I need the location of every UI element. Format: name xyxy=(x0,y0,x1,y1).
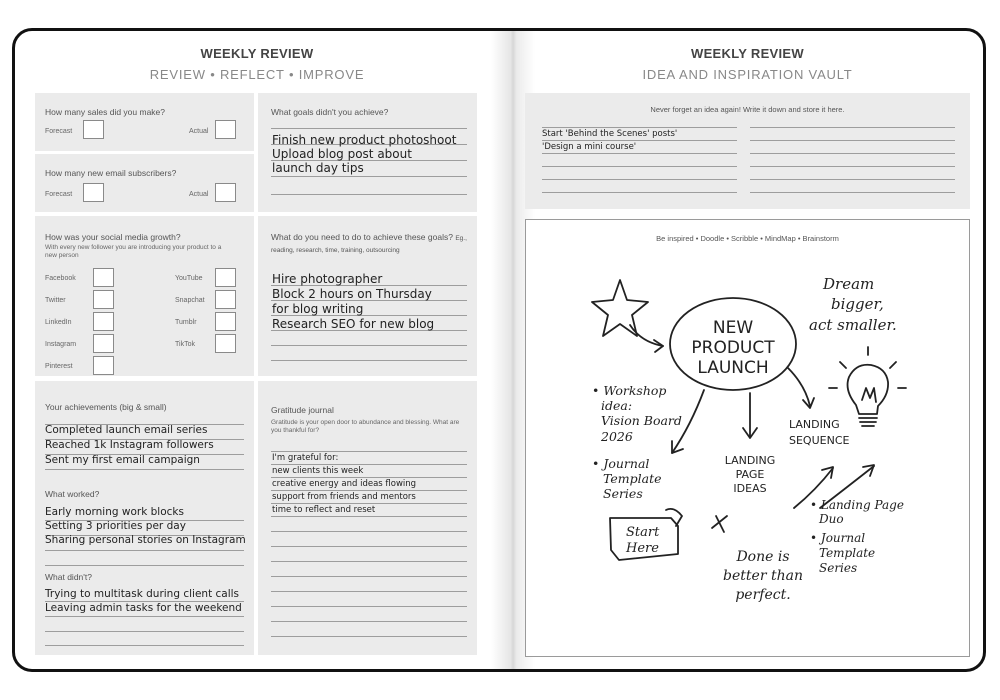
duo-line-4: Template xyxy=(819,546,876,560)
journal-line-2: Template xyxy=(603,471,662,486)
sales-forecast-box[interactable] xyxy=(83,120,104,139)
subscribers-actual-label: Actual xyxy=(189,191,209,198)
duo-line-1: • Landing Page xyxy=(810,498,904,512)
sales-forecast-label: Forecast xyxy=(45,128,73,135)
facebook-label: Facebook xyxy=(45,275,76,282)
subscribers-forecast-label: Forecast xyxy=(45,191,73,198)
tumblr-box[interactable] xyxy=(215,312,236,331)
achievement-entry-2: Reached 1k Instagram followers xyxy=(45,439,214,451)
goals-missed-entry-2: Upload blog post about xyxy=(272,147,412,161)
duo-line-3: • Journal xyxy=(810,531,866,545)
facebook-box[interactable] xyxy=(93,268,114,287)
todo-help: Eg., reading, research, time, training, outsourcing xyxy=(271,235,467,254)
done-line-1: Done is xyxy=(736,549,790,565)
achievements-question: Your achievements (big & small) xyxy=(45,402,167,412)
gratitude-panel xyxy=(258,381,477,655)
planner-spread xyxy=(12,28,986,672)
subscribers-forecast-box[interactable] xyxy=(83,183,104,202)
star-doodle xyxy=(592,280,648,336)
tiktok-label: TikTok xyxy=(175,341,195,348)
todo-entry-2: Block 2 hours on Thursday xyxy=(272,287,432,301)
subscribers-question: How many new email subscribers? xyxy=(45,168,177,178)
workshop-line-1: • Workshop xyxy=(592,383,667,398)
goals-missed-panel xyxy=(258,93,477,212)
page-ideas-line-1: LANDING xyxy=(724,454,776,467)
todo-panel xyxy=(258,216,477,376)
social-help: With every new follower you are introducing your product to a new person xyxy=(45,244,222,259)
gratitude-question: Gratitude journal xyxy=(271,405,334,415)
gratitude-entry-5: time to reflect and reset xyxy=(272,505,376,515)
tumblr-label: Tumblr xyxy=(175,319,197,326)
twitter-box[interactable] xyxy=(93,290,114,309)
center-line-1: NEW xyxy=(712,318,754,338)
worked-entry-3: Sharing personal stories on Instagram xyxy=(45,534,246,546)
idea-vault-panel xyxy=(525,93,970,209)
center-line-2: PRODUCT xyxy=(691,338,775,358)
inspiration-prompt: Be inspired • Doodle • Scribble • MindMap • Brainstorm xyxy=(656,234,839,243)
todo-entry-4: Research SEO for new blog xyxy=(272,317,435,331)
social-panel xyxy=(35,216,254,376)
inspiration-panel xyxy=(525,219,970,657)
achievement-entry-1: Completed launch email series xyxy=(45,424,208,436)
journal-line-3: Series xyxy=(603,486,643,501)
instagram-label: Instagram xyxy=(45,341,77,348)
pinterest-label: Pinterest xyxy=(45,363,73,370)
twitter-label: Twitter xyxy=(45,297,66,304)
gratitude-entry-2: new clients this week xyxy=(272,466,364,476)
arrow-to-landing-seq xyxy=(788,368,810,406)
gratitude-entry-3: creative energy and ideas flowing xyxy=(272,479,417,489)
done-line-2: better than xyxy=(723,568,803,584)
page-ideas-line-2: PAGE xyxy=(735,468,765,481)
journal-line-1: • Journal xyxy=(592,456,650,471)
didnt-entry-1: Trying to multitask during client calls xyxy=(45,588,240,600)
sales-panel xyxy=(35,93,254,151)
tiktok-box[interactable] xyxy=(215,334,236,353)
page-ideas-line-3: IDEAS xyxy=(733,482,767,495)
snapchat-box[interactable] xyxy=(215,290,236,309)
landing-seq-line-2: SEQUENCE xyxy=(789,434,850,447)
goals-missed-question: What goals didn't you achieve? xyxy=(271,107,389,117)
subscribers-actual-box[interactable] xyxy=(215,183,236,202)
todo-entry-3: for blog writing xyxy=(272,302,364,316)
gratitude-entry-1: I'm grateful for: xyxy=(272,453,339,463)
youtube-box[interactable] xyxy=(215,268,236,287)
landing-seq-line-1: LANDING xyxy=(789,418,840,431)
workshop-line-3: Vision Board xyxy=(601,413,682,428)
mindmap-sketch xyxy=(526,220,969,656)
goals-missed-entry-3: launch day tips xyxy=(272,161,364,175)
left-page-title: WEEKLY REVIEW xyxy=(200,46,314,61)
worked-entry-2: Setting 3 priorities per day xyxy=(45,520,186,532)
idea-entry-2: 'Design a mini course' xyxy=(542,142,637,152)
left-page-subtitle: REVIEW • REFLECT • IMPROVE xyxy=(149,67,365,82)
pinterest-box[interactable] xyxy=(93,356,114,375)
snapchat-label: Snapchat xyxy=(175,297,205,304)
start-line-1: Start xyxy=(626,525,660,540)
dream-line-3: act smaller. xyxy=(809,316,897,334)
center-line-3: LAUNCH xyxy=(697,358,769,378)
gratitude-entry-4: support from friends and mentors xyxy=(272,492,416,502)
subscribers-panel xyxy=(35,154,254,212)
goals-missed-entry-1: Finish new product photoshoot xyxy=(272,133,457,147)
social-question: How was your social media growth? xyxy=(45,232,181,242)
gratitude-help: Gratitude is your open door to abundance and blessing. What are you thankful for? xyxy=(271,419,460,434)
achievements-panel xyxy=(35,381,254,655)
dream-line-2: bigger, xyxy=(831,295,884,313)
workshop-line-4: 2026 xyxy=(601,429,633,444)
achievement-entry-3: Sent my first email campaign xyxy=(45,454,200,466)
sales-actual-box[interactable] xyxy=(215,120,236,139)
idea-entry-1: Start 'Behind the Scenes' posts' xyxy=(542,129,678,139)
todo-question xyxy=(271,232,471,256)
start-line-2: Here xyxy=(626,541,659,556)
lightbulb-icon xyxy=(848,365,889,414)
youtube-label: YouTube xyxy=(175,275,203,282)
sales-question: How many sales did you make? xyxy=(45,107,166,117)
sales-actual-label: Actual xyxy=(189,128,209,135)
done-line-3: perfect. xyxy=(735,587,791,603)
todo-entry-1: Hire photographer xyxy=(272,272,383,286)
right-page-title: WEEKLY REVIEW xyxy=(691,46,804,61)
idea-vault-prompt: Never forget an idea again! Write it down and store it here. xyxy=(650,105,845,114)
duo-line-2: Duo xyxy=(819,512,844,526)
worked-question: What worked? xyxy=(45,489,100,499)
right-page-subtitle: IDEA AND INSPIRATION VAULT xyxy=(642,67,853,82)
workshop-line-2: idea: xyxy=(601,398,633,413)
linkedin-box[interactable] xyxy=(93,312,114,331)
dream-line-1: Dream xyxy=(823,275,875,293)
duo-line-5: Series xyxy=(819,561,858,575)
todo-question-text: What do you need to do to achieve these goals? xyxy=(271,232,453,242)
didnt-question: What didn't? xyxy=(45,572,92,582)
x-doodle xyxy=(712,516,727,532)
instagram-box[interactable] xyxy=(93,334,114,353)
linkedin-label: LinkedIn xyxy=(45,319,72,326)
didnt-entry-2: Leaving admin tasks for the weekend xyxy=(45,602,242,614)
worked-entry-1: Early morning work blocks xyxy=(45,506,184,518)
